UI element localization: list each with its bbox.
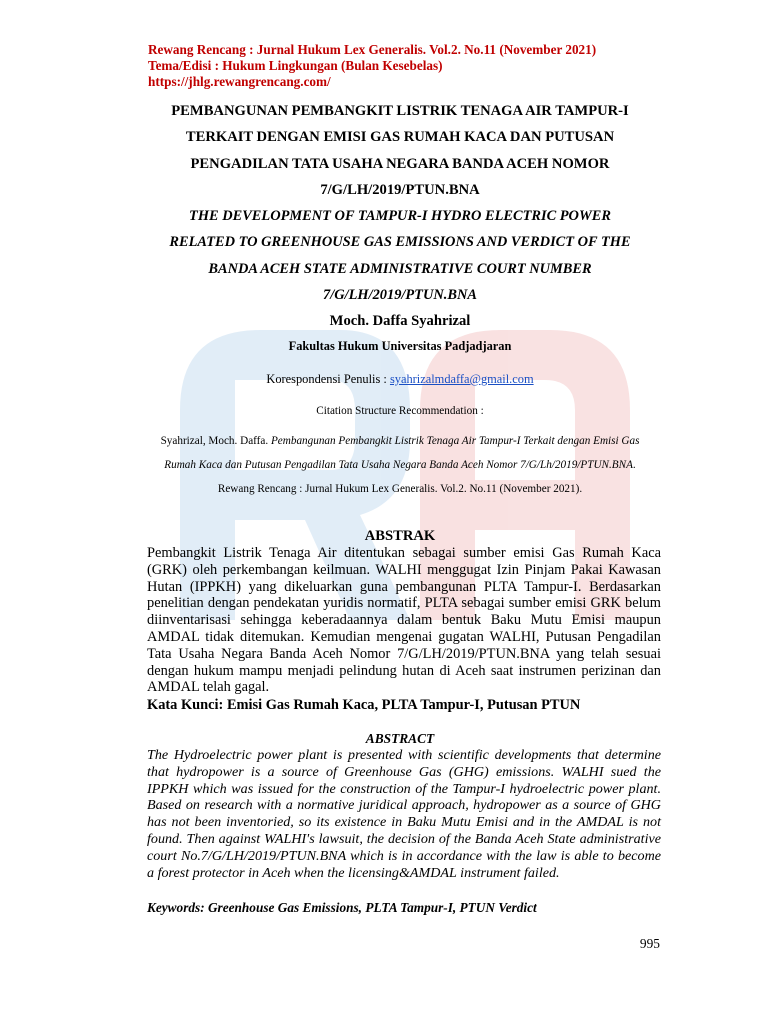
keywords: Keywords: Greenhouse Gas Emissions, PLTA Tampur-I, PTUN Verdict [147, 900, 537, 915]
citation-source: . Rewang Rencang : Jurnal Hukum Lex Generalis. Vol.2. No.11 (November 2021). [217, 458, 636, 495]
title-english-line: BANDA ACEH STATE ADMINISTRATIVE COURT NUMBER [208, 260, 592, 277]
abstrak-body: Pembangkit Listrik Tenaga Air ditentukan sebagai sumber emisi Gas Rumah Kaca (GRK) oleh perkembangan keilmuan. WALHI menggugat Izin Pinjam Pakai Kawasan Hutan (IPPKH) yang dikeluarkan guna pembangunan PLTA Tampur-I. Berdasarkan penelitian dengan pendekatan yuridis normatif, PLTA sebagai sumber emisi GRK belum diinventarisasi sehingga keberadaannya dalam bentuk Baku Mutu Emisi maupun AMDAL tidak ditemukan. Kemudian mengenai gugatan WALHI, Putusan Pengadilan Tata Usaha Negara Banda Aceh Nomor 7/G/LH/2019/PTUN.BNA yang telah sesuai dengan hukum mampu menjadi pelindung hutan di Aceh saat instrumen perizinan dan AMDAL telah gagal. [147, 545, 661, 696]
abstract-body: The Hydroelectric power plant is presented with scientific developments that determine that hydropower is a source of Greenhouse Gas (GHG) emissions. WALHI sued the IPPKH which was issued for the construction of the Tampur-I hydroelectric power plant. Based on research with a normative juridical approach, hydropower as a source of GHG has not been inventoried, so its existence in Baku Mutu Emisi and in the AMDAL is not found. Then against WALHI's lawsuit, the decision of the Banda Aceh State administrative court No.7/G/LH/2019/PTUN.BNA which is in accordance with the law is able to become a forest protector in Aceh when the licensing&AMDAL instrument failed. [147, 747, 661, 881]
title-indonesian-line: PEMBANGUNAN PEMBANGKIT LISTRIK TENAGA AIR TAMPUR-I [171, 103, 629, 119]
citation-heading: Citation Structure Recommendation : [316, 405, 484, 417]
title-block [100, 98, 700, 334]
page-number: 995 [639, 936, 660, 951]
journal-citation-line: Rewang Rencang : Jurnal Hukum Lex Generalis. Vol.2. No.11 (November 2021) [148, 42, 597, 57]
journal-theme-line: Tema/Edisi : Hukum Lingkungan (Bulan Kesebelas) [148, 57, 443, 73]
author-affiliation: Fakultas Hukum Universitas Padjadjaran [288, 339, 512, 353]
title-indonesian-line: PENGADILAN TATA USAHA NEGARA BANDA ACEH NOMOR [190, 155, 610, 172]
citation-title: Pembangunan Pembangkit Listrik Tenaga Air Tampur-I Terkait dengan Emisi Gas Rumah Kaca dan Putusan Pengadilan Tata Usaha Negara Banda Aceh Nomor 7/G/Lh/2019/PTUN.BNA [164, 435, 640, 471]
title-english-line: 7/G/LH/2019/PTUN.BNA [323, 287, 477, 304]
title-indonesian-line: TERKAIT DENGAN EMISI GAS RUMAH KACA DAN PUTUSAN [185, 129, 615, 146]
journal-header [148, 42, 708, 89]
correspondence-label: Korespondensi Penulis : [266, 372, 390, 386]
citation-author: Syahrizal, Moch. Daffa. [160, 435, 271, 447]
author-email-link[interactable]: syahrizalmdaffa@gmail.com [389, 372, 534, 386]
citation-recommendation [148, 430, 652, 501]
abstract-heading: ABSTRACT [365, 731, 435, 746]
title-english-line: RELATED TO GREENHOUSE GAS EMISSIONS AND VERDICT OF THE [169, 234, 631, 251]
abstrak-heading: ABSTRAK [364, 528, 436, 544]
correspondence-line [100, 372, 700, 387]
author-name: Moch. Daffa Syahrizal [329, 313, 471, 330]
journal-url[interactable]: https://jhlg.rewangrencang.com/ [148, 73, 331, 89]
title-english-line: THE DEVELOPMENT OF TAMPUR-I HYDRO ELECTRIC POWER [189, 208, 611, 225]
kata-kunci: Kata Kunci: Emisi Gas Rumah Kaca, PLTA Tampur-I, Putusan PTUN [147, 697, 581, 713]
title-indonesian-line: 7/G/LH/2019/PTUN.BNA [320, 181, 480, 198]
